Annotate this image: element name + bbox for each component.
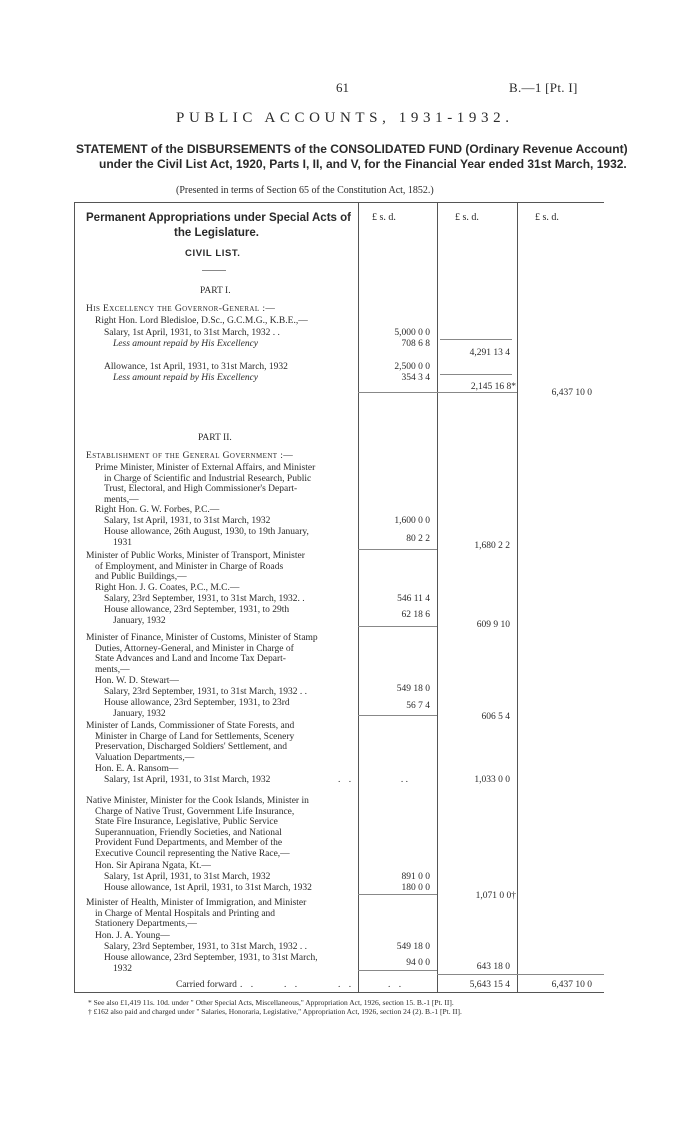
document-reference: B.—1 [Pt. I] <box>509 80 578 95</box>
gg-less-2-amount: 354 3 4 <box>401 373 430 383</box>
entry-3-salary-amount: 549 18 0 <box>396 684 430 694</box>
civil-list-heading: CIVIL LIST. <box>185 248 241 259</box>
entry-6-allowance-period: 1932 <box>113 964 132 974</box>
carried-forward-dots: . . <box>284 980 301 990</box>
part-1-total: 6,437 10 0 <box>551 388 592 398</box>
gg-less-2-label: Less amount repaid by His Excellency <box>113 373 259 383</box>
entry-2-subtotal: 609 9 10 <box>476 620 510 630</box>
entry-2-person: Right Hon. J. G. Coates, P.C., M.C.— <box>95 583 240 593</box>
column-rule-2 <box>437 202 438 992</box>
rule <box>440 339 512 340</box>
carried-forward-label: Carried forward <box>176 980 237 990</box>
entry-2-allowance-amount: 62 18 6 <box>401 610 430 620</box>
entry-6-subtotal: 643 18 0 <box>476 962 510 972</box>
entry-4-desc: Minister of Lands, Commissioner of State Forests, and Minister in Charge of Land for Settlements, Scenery Preservation, Discharged Soldiers' Settlement, and Valuation Departments,— <box>86 721 295 763</box>
rule <box>437 974 604 975</box>
carried-forward-col-2: 5,643 15 4 <box>469 980 510 990</box>
entry-1-allowance-amount: 80 2 2 <box>406 534 430 544</box>
carried-forward-dots: . . <box>388 980 405 990</box>
part-2-heading: PART II. <box>198 433 232 443</box>
entry-5-salary-label: Salary, 1st April, 1931, to 31st March, 1932 <box>104 872 271 882</box>
entry-1-subtotal: 1,680 2 2 <box>474 541 510 551</box>
column-rule-1 <box>358 202 359 992</box>
gg-salary-label: Salary, 1st April, 1931, to 31st March, 1932 . . <box>104 328 280 338</box>
entry-2-allowance-label: House allowance, 23rd September, 1931, to 29th <box>104 605 290 615</box>
column-rule-3 <box>517 202 518 992</box>
entry-1-desc: Prime Minister, Minister of External Affairs, and Minister in Charge of Scientific and Industrial Research, Public Trust, Electoral, and High Commissioner's Depart- ments,— <box>95 463 316 505</box>
table-bottom-rule <box>74 992 604 993</box>
entry-4-leader-dots: . . <box>338 775 355 785</box>
entry-5-desc: Native Minister, Minister for the Cook Islands, Minister in Charge of Native Trust, Government Life Insurance, State Fire Insurance, Legislative, Public Service Superannuation, Friendly Societies, and National Provident Fund Departments, and Member of the Executive Council representing the Native Race,— <box>86 796 309 859</box>
entry-5-allowance-label: House allowance, 1st April, 1931, to 31st March, 1932 <box>104 883 312 893</box>
section-title <box>86 211 354 241</box>
entry-5-person: Hon. Sir Apirana Ngata, Kt.— <box>95 861 211 871</box>
entry-2-allowance-period: January, 1932 <box>113 616 166 626</box>
governor-general-name: Right Hon. Lord Bledisloe, D.Sc., G.C.M.G., K.B.E.,— <box>95 316 308 326</box>
gg-allowance-label: Allowance, 1st April, 1931, to 31st March, 1932 <box>104 362 288 372</box>
entry-3-allowance-amount: 56 7 4 <box>406 701 430 711</box>
gg-salary-amount: 5,000 0 0 <box>394 328 430 338</box>
column-head-1: £ s. d. <box>372 212 396 223</box>
entry-4-subtotal: 1,033 0 0 <box>474 775 510 785</box>
entry-6-salary-amount: 549 18 0 <box>396 942 430 952</box>
carried-forward-dots: . . <box>338 980 355 990</box>
entry-6-person: Hon. J. A. Young— <box>95 931 170 941</box>
entry-3-person: Hon. W. D. Stewart— <box>95 676 179 686</box>
entry-6-allowance-label: House allowance, 23rd September, 1931, to 31st March, <box>104 953 318 963</box>
presented-note: (Presented in terms of Section 65 of the Constitution Act, 1852.) <box>176 185 434 196</box>
entry-5-salary-amount: 891 0 0 <box>401 872 430 882</box>
rule <box>358 392 517 393</box>
page-title: PUBLIC ACCOUNTS, 1931-1932. <box>176 110 514 126</box>
entry-4-person: Hon. E. A. Ransom— <box>95 764 179 774</box>
rule <box>358 894 437 895</box>
civil-list-rule <box>202 270 226 271</box>
entry-1-allowance-period: 1931 <box>113 538 132 548</box>
entry-3-desc: Minister of Finance, Minister of Customs, Minister of Stamp Duties, Attorney-General, and Minister in Charge of State Advances and Land and Income Tax Depart- ments,— <box>86 633 318 675</box>
part-2-group: Establishment of the General Government :— <box>86 451 294 461</box>
rule <box>358 715 437 716</box>
section-title-line-2: the Legislature. <box>174 227 259 239</box>
entry-5-subtotal: 1,071 0 0† <box>475 891 516 901</box>
rule <box>440 374 512 375</box>
entry-2-salary-label: Salary, 23rd September, 1931, to 31st March, 1932. . <box>104 594 305 604</box>
column-head-3: £ s. d. <box>535 212 559 223</box>
statement-heading: STATEMENT of the DISBURSEMENTS of the CONSOLIDATED FUND (Ordinary Revenue Account) under the Civil List Act, 1920, Parts I, II, and V, for the Financial Year ended 31st March, 1932. <box>76 142 628 171</box>
entry-1-salary-label: Salary, 1st April, 1931, to 31st March, 1932 <box>104 516 271 526</box>
part-1-heading: PART I. <box>200 286 231 296</box>
entry-6-desc: Minister of Health, Minister of Immigration, and Minister in Charge of Mental Hospitals and Printing and Stationery Departments,— <box>86 898 307 929</box>
entry-4-salary-label: Salary, 1st April, 1931, to 31st March, 1932 <box>104 775 271 785</box>
entry-2-salary-amount: 546 11 4 <box>397 594 430 604</box>
entry-6-allowance-amount: 94 0 0 <box>406 958 430 968</box>
rule <box>358 549 437 550</box>
entry-1-allowance-label: House allowance, 26th August, 1930, to 19th January, <box>104 527 309 537</box>
entry-3-allowance-label: House allowance, 23rd September, 1931, to 23rd <box>104 698 290 708</box>
carried-forward-col-3: 6,437 10 0 <box>551 980 592 990</box>
column-head-2: £ s. d. <box>455 212 479 223</box>
gg-subtotal-2: 2,145 16 8* <box>470 382 516 392</box>
entry-2-desc: Minister of Public Works, Minister of Transport, Minister of Employment, and Minister in Charge of Roads and Public Buildings,— <box>86 551 305 582</box>
gg-less-1-label: Less amount repaid by His Excellency <box>113 339 259 349</box>
entry-5-allowance-amount: 180 0 0 <box>401 883 430 893</box>
page-number: 61 <box>336 80 349 95</box>
entry-6-salary-label: Salary, 23rd September, 1931, to 31st March, 1932 . . <box>104 942 307 952</box>
gg-less-1-amount: 708 6 8 <box>401 339 430 349</box>
entry-1-salary-amount: 1,600 0 0 <box>394 516 430 526</box>
rule <box>358 970 437 971</box>
footnote: * See also £1,419 11s. 10d. under " Other Special Acts, Miscellaneous," Appropriation Act, 1926, section 15. B.-1 [Pt. II]. <box>88 998 454 1007</box>
table-left-rule <box>74 202 75 992</box>
entry-4-salary-amount: . . <box>400 775 408 785</box>
rule <box>358 626 437 627</box>
gg-allowance-amount: 2,500 0 0 <box>394 362 430 372</box>
part-1-group: His Excellency the Governor-General :— <box>86 304 276 314</box>
entry-3-salary-label: Salary, 23rd September, 1931, to 31st March, 1932 . . <box>104 687 307 697</box>
entry-3-allowance-period: January, 1932 <box>113 709 166 719</box>
entry-1-person: Right Hon. G. W. Forbes, P.C.— <box>95 505 220 515</box>
gg-subtotal-1: 4,291 13 4 <box>469 348 510 358</box>
section-title-line-1: Permanent Appropriations under Special Acts of <box>86 212 351 224</box>
carried-forward-dots: . . <box>240 980 257 990</box>
footnote: † £162 also paid and charged under " Salaries, Honoraria, Legislative," Appropriation Act, 1926, section 24 (2). B.-1 [Pt. II]. <box>88 1007 462 1016</box>
table-top-rule <box>74 202 604 203</box>
entry-3-subtotal: 606 5 4 <box>481 712 510 722</box>
